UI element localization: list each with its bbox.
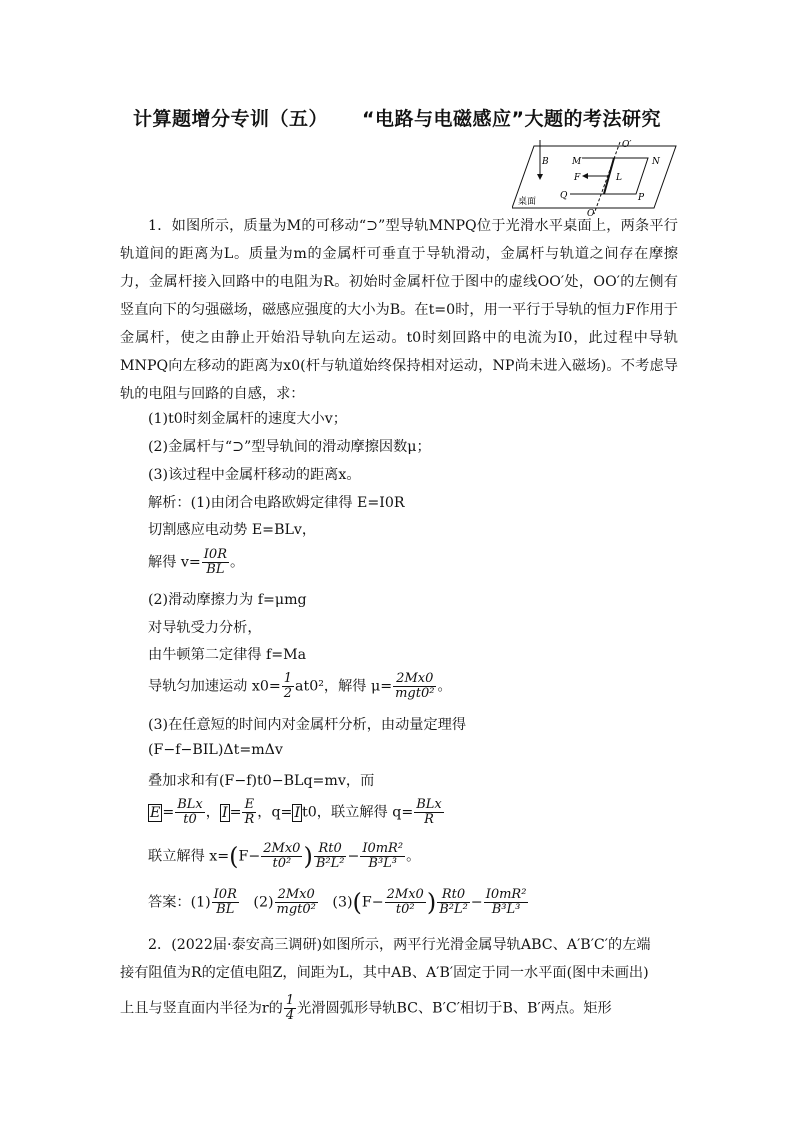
ans-d4: B²L² [439,902,468,917]
rail-figure [512,136,678,216]
sol7-den2: mgt0² [395,686,435,701]
label-o-prime: O′ [622,140,632,150]
ans-n4: Rt0 [437,888,470,903]
q1-sub1: (1)t0时刻金属杆的速度大小v； [148,411,347,427]
ans-frac4 [437,888,470,917]
sol11-frac2 [242,798,256,827]
ans-frac3 [385,888,426,917]
sol3-den: BL [206,562,225,577]
ans-d2: mgt0² [276,902,316,917]
sol11-frac3 [414,798,444,827]
label-f: F [574,173,581,183]
sol12-frac3 [360,842,405,871]
sol7-pre: 导轨匀加速运动 x0= [148,678,281,695]
q1-sub2: (2)金属杆与“⊃”型导轨间的滑动摩擦因数μ； [148,439,431,455]
sol12-den2: B²L² [315,856,345,871]
sol7-mid: at0²，解得 μ= [295,678,393,695]
sol12-lparen: ( [229,842,239,871]
sol12-frac2 [314,842,347,871]
q2-line-2: 接有阻值为R的定值电阻Z，间距为L，其中AB、A′B′固定于同一水平面(图中未画出) [120,965,649,981]
sol11-sep: ， [205,804,220,821]
sol11-den3: R [424,812,434,827]
ans-d3: t0² [395,902,415,917]
sol12-den1: t0² [272,856,292,871]
sol-line-8: (3)在任意短的时间内对金属杆分析，由动量定理得 [148,717,467,733]
sol-line-1: 解析：(1)由闭合电路欧姆定律得 E=I0R [148,495,405,511]
q2-line-1: 2．(2022届·泰安高三调研)如图所示，两平行光滑金属导轨ABC、A′B′C′的左端 [148,937,651,953]
sol12-pre: 联立解得 x= [148,848,230,865]
q1-text: 1．如图所示，质量为M的可移动“⊃”型导轨MNPQ位于光滑水平桌面上，两条平行轨道间的距离为L。质量为m的金属杆可垂直于导轨滑动，金属杆与轨道之间存在摩擦力，金属杆接入回路中的电阻为R。初始时金属杆位于图中的虚线OO′处，OO′的左侧有竖直向下的匀强磁场，磁感应强度的大小为B。在t=0时，用一平行于导轨的恒力F作用于金属杆，使之由静止开始沿导轨向左运动。t0时刻回路中的电流为I0，此过程中导轨MNPQ向左移动的距离为x0(杆与轨道始终保持相对运动，NP尚未进入磁场)。不考虑导轨的电阻与回路的自感，求： [120,218,678,402]
sol11-num2: E [242,798,256,813]
label-p: P [638,193,645,203]
title-part2: “电路与电磁感应”大题的考法研究 [362,108,661,130]
sol11-i-avg2: I [294,804,301,821]
sol3-pre: 解得 v= [148,554,201,571]
sol3-frac [202,548,229,577]
sol12-num1: 2Mx0 [263,841,301,856]
sol7-frac1 [282,672,294,701]
sol11-eq2: = [229,804,242,821]
sol11-den2: R [244,812,255,827]
ans-lparen: ( [352,888,362,917]
sol7-post: 。 [437,678,452,695]
sol11-i-avg: I [221,804,228,821]
sol-line-12 [148,842,420,871]
sol-line-6: 由牛顿第二定律得 f=Ma [148,647,307,663]
label-q: Q [560,191,568,201]
label-n: N [652,157,660,167]
ans-d5: B³L³ [491,902,521,917]
sol12-minus: − [347,848,360,865]
title-part1: 计算题增分专训（五） [133,108,329,130]
sol3-post: 。 [230,554,245,571]
sol-line-11 [148,798,445,827]
q1-sub3: (3)该过程中金属杆移动的距离x。 [148,467,361,483]
force-arrowhead [582,173,588,179]
ans-d1: BL [216,902,235,917]
sol12-f: F− [238,848,261,865]
sol7-den: 2 [283,686,293,701]
sol11-den1: t0 [183,812,197,827]
label-b: B [542,157,549,167]
ans-n5: I0mR² [485,887,527,902]
sol-line-3 [148,548,244,577]
answer-line [148,888,529,917]
field-arrowhead [537,174,543,180]
ans-n3: 2Mx0 [386,887,424,902]
ans-n2: 2Mx0 [275,888,318,903]
ans-p3: (3) [332,894,353,911]
sol11-t0: t0，联立解得 q= [302,804,414,821]
sol11-num1: BLx [177,797,203,812]
sol-line-10: 叠加求和有(F−f)t0−BLq=mv，而 [148,773,375,789]
ans-f: F− [361,894,384,911]
sol11-e-avg: E [150,804,161,821]
sol11-eq: = [162,804,175,821]
sol12-num3: I0mR² [362,841,404,856]
sol-line-2: 切割感应电动势 E=BLv， [148,522,317,538]
sol-line-4: (2)滑动摩擦力为 f=μmg [148,592,307,608]
sol12-rparen: ) [303,842,313,871]
page-title [0,104,794,131]
sol12-den3: B³L³ [368,856,397,871]
sol7-num2: 2Mx0 [393,672,436,687]
sol7-num: 1 [283,671,293,686]
sol3-num: I0R [203,547,227,562]
ans-rparen: ) [426,888,437,917]
ans-n1: I0R [213,887,237,902]
label-o: O [587,209,595,216]
ans-frac2 [275,888,318,917]
ans-frac5 [484,888,529,917]
sol12-frac1 [261,842,302,871]
sol-line-9: (F−f−BIL)Δt=mΔv [148,742,283,758]
sol11-num3: BLx [416,797,442,812]
ans-frac1 [212,888,239,917]
sol7-frac2 [393,672,436,701]
desk-plane [512,146,676,208]
q2-num: 1 [285,993,295,1008]
sol-line-7 [148,672,452,701]
sol12-post: 。 [406,848,421,865]
label-desk: 桌面 [518,197,537,207]
sol11-q: ，q= [257,804,293,821]
label-l: L [616,173,622,183]
q2-line-3 [120,994,612,1023]
q2-line3-pre: 上且与竖直面内半径为r的 [120,1000,283,1017]
sol-line-5: 对导轨受力分析， [148,620,262,636]
sol12-num2: Rt0 [314,842,347,857]
ans-minus: − [470,894,483,911]
ans-pre: 答案：(1) [148,894,211,911]
q2-line3-post: 光滑圆弧形导轨BC、B′C′相切于B、B′两点。矩形 [297,1000,612,1017]
ans-p2: (2) [253,894,274,911]
label-m: M [572,157,582,167]
sol11-frac1 [175,798,205,827]
q2-den: 4 [285,1008,295,1023]
q2-frac [284,994,296,1023]
